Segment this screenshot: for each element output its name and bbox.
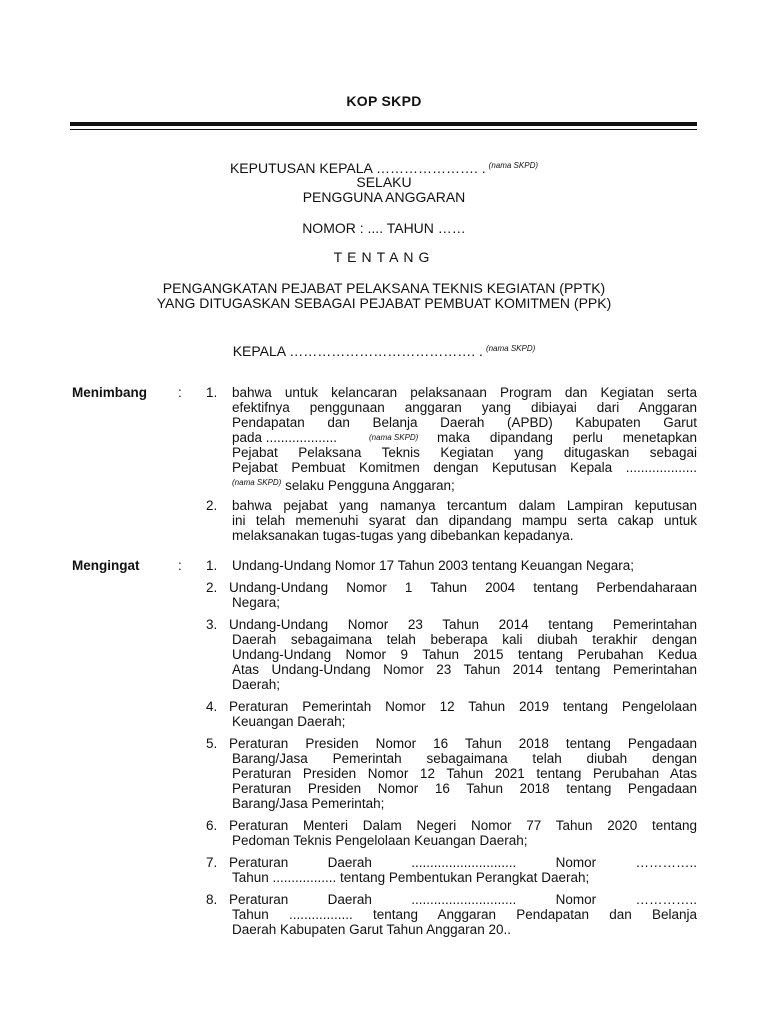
title-line-3: PENGGUNA ANGGARAN [302,189,466,205]
mengingat-label: Mengingat [72,558,140,573]
menimbang-item-1-nama-skpd-note: (nama SKPD) [232,478,282,487]
menimbang-item-1-line [232,475,697,493]
mengingat-item-8-line: Tahun ................. tentang Anggaran Pendapatan dan Belanja [232,907,697,922]
mengingat-item-3-line: Undang-Undang Nomor 9 Tahun 2015 tentang Perubahan Kedua [232,647,697,662]
mengingat-item-5 [229,736,697,811]
title-kepala: KEPALA …………………………………. . [232,343,483,359]
menimbang-item-1-line: Pejabat Pelaksana Teknis Kegiatan yang ditugaskan sebagai [232,445,697,460]
mengingat-item-5-line: Peraturan Presiden Nomor 16 Tahun 2018 tentang Pengadaan [232,781,697,796]
mengingat-item-8 [229,892,697,937]
mengingat-item-5-line: Barang/Jasa Pemerintah; [232,796,385,811]
menimbang-item-2-line: melaksanakan tugas-tugas yang dibebankan kepadanya. [232,528,574,543]
mengingat-item-7-line: Peraturan Daerah ............................ Nomor ………….. [229,855,697,870]
menimbang-item-1-line: bahwa untuk kelancaran pelaksanaan Program dan Kegiatan serta [232,385,697,400]
mengingat-item-8-number: 8. [206,892,218,907]
mengingat-item-4-line: Keuangan Daerah; [232,714,346,729]
menimbang-item-1-number: 1. [206,385,218,400]
title-kepala-line [0,340,768,360]
menimbang-item-1-pada: pada ................... [232,430,338,445]
menimbang-item-1 [232,385,697,493]
title-subject-2: YANG DITUGASKAN SEBAGAI PEJABAT PEMBUAT KOMITMEN (PPK) [156,295,612,311]
menimbang-item-1-nama-skpd-note: (nama SKPD) [369,433,419,442]
mengingat-item-6-number: 6. [206,818,218,833]
mengingat-item-5-line: Peraturan Presiden Nomor 16 Tahun 2018 tentang Pengadaan [229,736,697,751]
mengingat-item-2-line: Negara; [232,595,281,610]
mengingat-item-4 [229,699,697,729]
mengingat-item-4-number: 4. [206,699,218,714]
mengingat-item-2 [229,580,697,610]
title-line-2: SELAKU [356,174,412,190]
menimbang-item-1-line [232,430,697,445]
menimbang-item-1-line: efektifnya penggunaan anggaran yang dibiayai dari Anggaran [232,400,697,415]
title-keputusan-kepala: KEPUTUSAN KEPALA …………………. . [229,160,486,176]
title-tentang: TENTANG [333,249,435,265]
mengingat-item-5-number: 5. [206,736,218,751]
mengingat-item-6-line: Pedoman Teknis Pengelolaan Keuangan Daerah; [232,833,528,848]
mengingat-item-3-line: Undang-Undang Nomor 23 Tahun 2014 tentang Pemerintahan [229,617,697,632]
menimbang-colon: : [178,385,182,400]
menimbang-item-2-line: ini telah memenuhi syarat dan dipandang mampu serta cakap untuk [232,513,697,528]
mengingat-item-8-line: Daerah Kabupaten Garut Tahun Anggaran 20.. [232,922,511,937]
mengingat-item-3-line: Atas Undang-Undang Nomor 23 Tahun 2014 tentang Pemerintahan [232,662,697,677]
menimbang-item-2-line: bahwa pejabat yang namanya tercantum dalam Lampiran keputusan [232,498,697,513]
menimbang-item-2 [232,498,697,543]
title-subject-1: PENGANGKATAN PEJABAT PELAKSANA TEKNIS KEGIATAN (PPTK) [162,280,606,296]
mengingat-item-3-number: 3. [206,617,218,632]
mengingat-item-6 [229,818,697,848]
mengingat-item-7-line: Tahun ................. tentang Pembentukan Perangkat Daerah; [232,870,590,885]
mengingat-item-5-line: Peraturan Presiden Nomor 12 Tahun 2021 tentang Perubahan Atas [232,766,697,781]
mengingat-colon: : [178,558,182,573]
mengingat-item-2-line: Undang-Undang Nomor 1 Tahun 2004 tentang Perbendaharaan [229,580,697,595]
menimbang-item-1-selaku: selaku Pengguna Anggaran; [285,478,455,493]
mengingat-item-4-line: Peraturan Pemerintah Nomor 12 Tahun 2019 tentang Pengelolaan [229,699,697,714]
mengingat-item-1-line: Undang-Undang Nomor 17 Tahun 2003 tentang Keuangan Negara; [232,558,635,573]
menimbang-label: Menimbang [72,385,148,400]
header-rule-thick [70,122,697,126]
mengingat-item-5-line: Barang/Jasa Pemerintah sebagaimana telah diubah dengan [232,751,697,766]
menimbang-item-1-line: Pendapatan dan Belanja Daerah (APBD) Kabupaten Garut [232,415,697,430]
title-nomor: NOMOR : .... TAHUN …… [302,220,466,236]
header-rule-thin [70,129,697,130]
mengingat-item-1-number: 1. [206,558,218,573]
mengingat-item-3-line: Daerah sebagaimana telah beberapa kali diubah terakhir dengan [232,632,697,647]
title-nama-skpd-note: (nama SKPD) [488,161,539,170]
mengingat-item-1 [232,558,697,573]
menimbang-item-1-line: Pejabat Pembuat Komitmen dengan Keputusan Kepala ................... [232,460,697,475]
mengingat-item-7 [229,855,697,885]
mengingat-item-3-line: Daerah; [232,677,281,692]
mengingat-item-2-number: 2. [206,580,218,595]
kop-skpd-heading: KOP SKPD [346,93,422,109]
title-kepala-nama-skpd-note: (nama SKPD) [485,344,536,353]
mengingat-item-8-line: Peraturan Daerah ............................ Nomor ………….. [229,892,697,907]
mengingat-item-6-line: Peraturan Menteri Dalam Negeri Nomor 77 Tahun 2020 tentang [229,818,697,833]
menimbang-item-1-maka: maka dipandang perlu menetapkan [437,430,697,445]
mengingat-item-7-number: 7. [206,855,218,870]
menimbang-item-2-number: 2. [206,498,218,513]
mengingat-item-3 [229,617,697,692]
